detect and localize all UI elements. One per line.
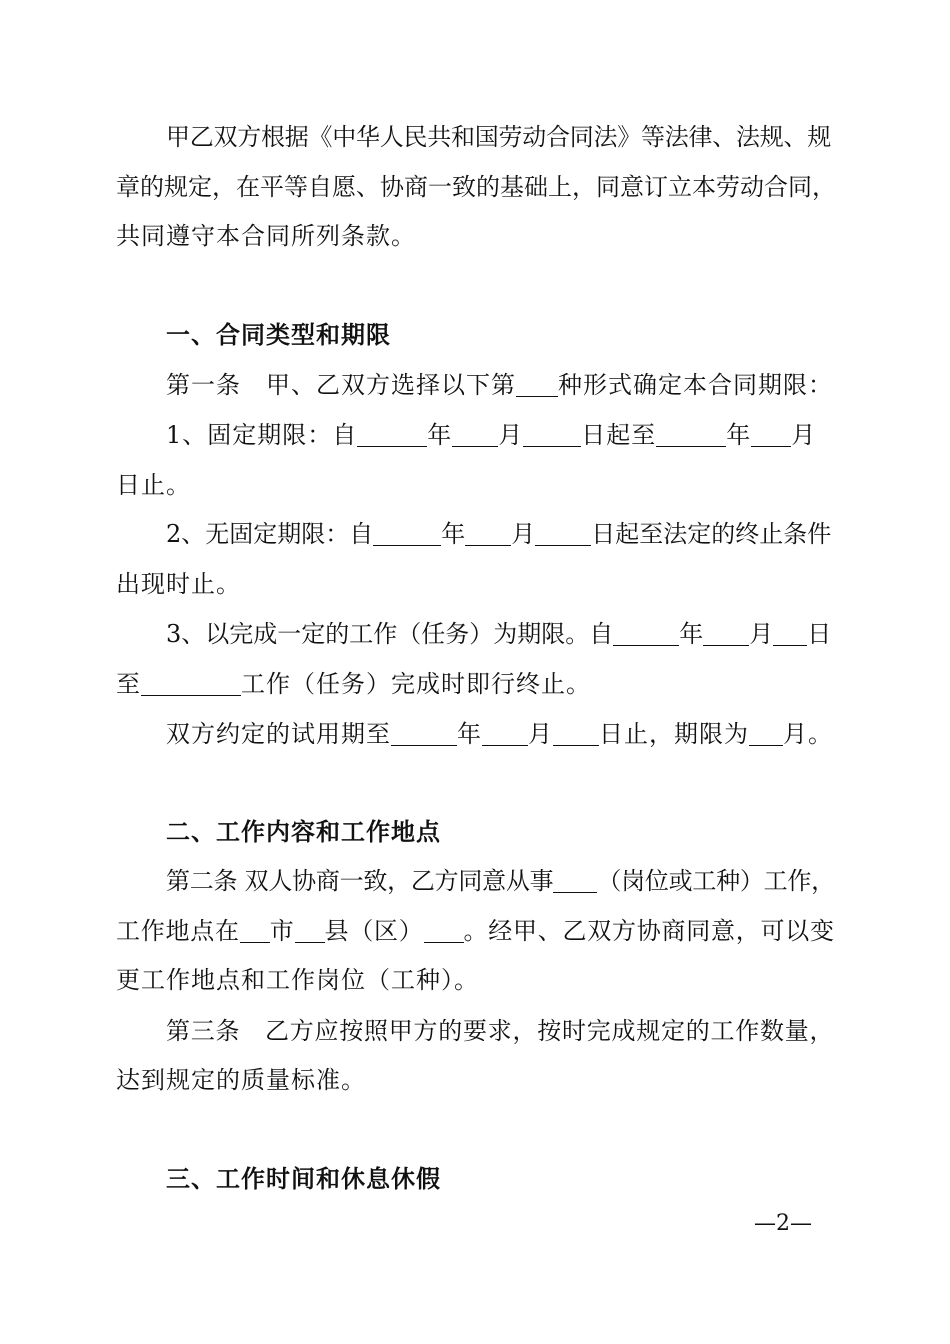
option3-line <box>166 617 836 651</box>
city-blank[interactable] <box>240 918 270 943</box>
position-blank[interactable] <box>553 868 597 893</box>
probation-text-a: 双方约定的试用期至 <box>166 720 391 748</box>
probation-day-blank[interactable] <box>553 721 599 746</box>
city-label: 市 <box>269 917 295 945</box>
month-label: 月 <box>791 421 817 449</box>
article2-line-3: 更工作地点和工作岗位（工种）。 <box>116 966 479 994</box>
start-year-blank[interactable] <box>357 422 427 447</box>
day-start-label: 日起至 <box>581 421 657 449</box>
district-blank[interactable] <box>424 918 464 943</box>
article3-line-2: 达到规定的质量标准。 <box>116 1066 366 1094</box>
section2-heading: 二、工作内容和工作地点 <box>166 818 441 846</box>
intro-line-1: 甲乙双方根据《中华人民共和国劳动合同法》等法律、法规、规 <box>166 123 831 151</box>
probation-month-blank[interactable] <box>482 721 528 746</box>
month-label: 月 <box>528 720 553 748</box>
opt2-month-blank[interactable] <box>465 521 511 546</box>
option2-text: 2、无固定期限：自 <box>166 520 374 548</box>
year-label: 年 <box>457 720 482 748</box>
option3-text: 3、以完成一定的工作（任务）为期限。自 <box>166 620 614 648</box>
year-label: 年 <box>427 421 453 449</box>
article1-text-a: 第一条 甲、乙双方选择以下第 <box>166 371 516 399</box>
option1-line <box>166 418 836 452</box>
article2-line-2 <box>116 914 836 948</box>
section1-heading: 一、合同类型和期限 <box>166 321 391 349</box>
probation-year-blank[interactable] <box>391 721 457 746</box>
article1-text-b: 种形式确定本合同期限： <box>558 371 833 399</box>
opt3-year-blank[interactable] <box>613 621 679 646</box>
start-month-blank[interactable] <box>452 422 498 447</box>
option3-to-label: 至 <box>116 670 141 698</box>
option2-line-2: 出现时止。 <box>116 570 241 598</box>
day-label: 日 <box>807 620 832 648</box>
probation-months-blank[interactable] <box>749 721 783 746</box>
end-year-blank[interactable] <box>656 422 726 447</box>
option2-line <box>166 517 836 551</box>
year-label: 年 <box>679 620 704 648</box>
task-blank[interactable] <box>141 671 241 696</box>
opt2-day-blank[interactable] <box>535 521 591 546</box>
workplace-label: 工作地点在 <box>116 917 240 945</box>
page-number: —2— <box>754 1211 812 1236</box>
year-label: 年 <box>441 520 466 548</box>
month-label: 月 <box>749 620 774 648</box>
opt2-year-blank[interactable] <box>373 521 441 546</box>
intro-line-3: 共同遵守本合同所列条款。 <box>116 222 416 250</box>
probation-text-c: 月。 <box>783 720 833 748</box>
section3-heading: 三、工作时间和休息休假 <box>166 1165 441 1193</box>
article2-text-c: 。经甲、乙双方协商同意，可以变 <box>463 917 835 945</box>
option1-text: 1、固定期限：自 <box>166 421 358 449</box>
end-month-blank[interactable] <box>751 422 791 447</box>
opt3-day-blank[interactable] <box>773 621 807 646</box>
month-label: 月 <box>511 520 536 548</box>
probation-text-b: 日止，期限为 <box>599 720 749 748</box>
article1-line <box>166 368 836 402</box>
article2-text-a: 第二条 双人协商一致，乙方同意从事 <box>166 867 554 895</box>
intro-line-2: 章的规定，在平等自愿、协商一致的基础上，同意订立本劳动合同， <box>116 173 836 201</box>
option3-text-b: 工作（任务）完成时即行终止。 <box>241 670 591 698</box>
article2-line-1 <box>166 864 836 898</box>
county-blank[interactable] <box>295 918 325 943</box>
option3-line-2 <box>116 667 836 701</box>
article2-text-b: （岗位或工种）工作， <box>597 867 835 895</box>
start-day-blank[interactable] <box>523 422 581 447</box>
opt3-month-blank[interactable] <box>703 621 749 646</box>
county-label: 县（区） <box>324 917 424 945</box>
month-label: 月 <box>498 421 524 449</box>
probation-line <box>166 717 836 751</box>
option1-line-2: 日止。 <box>116 471 191 499</box>
option2-text-b: 日起至法定的终止条件 <box>591 520 832 548</box>
form-number-blank[interactable] <box>516 372 558 397</box>
article3-line-1: 第三条 乙方应按照甲方的要求，按时完成规定的工作数量， <box>166 1017 835 1045</box>
year-label: 年 <box>726 421 752 449</box>
